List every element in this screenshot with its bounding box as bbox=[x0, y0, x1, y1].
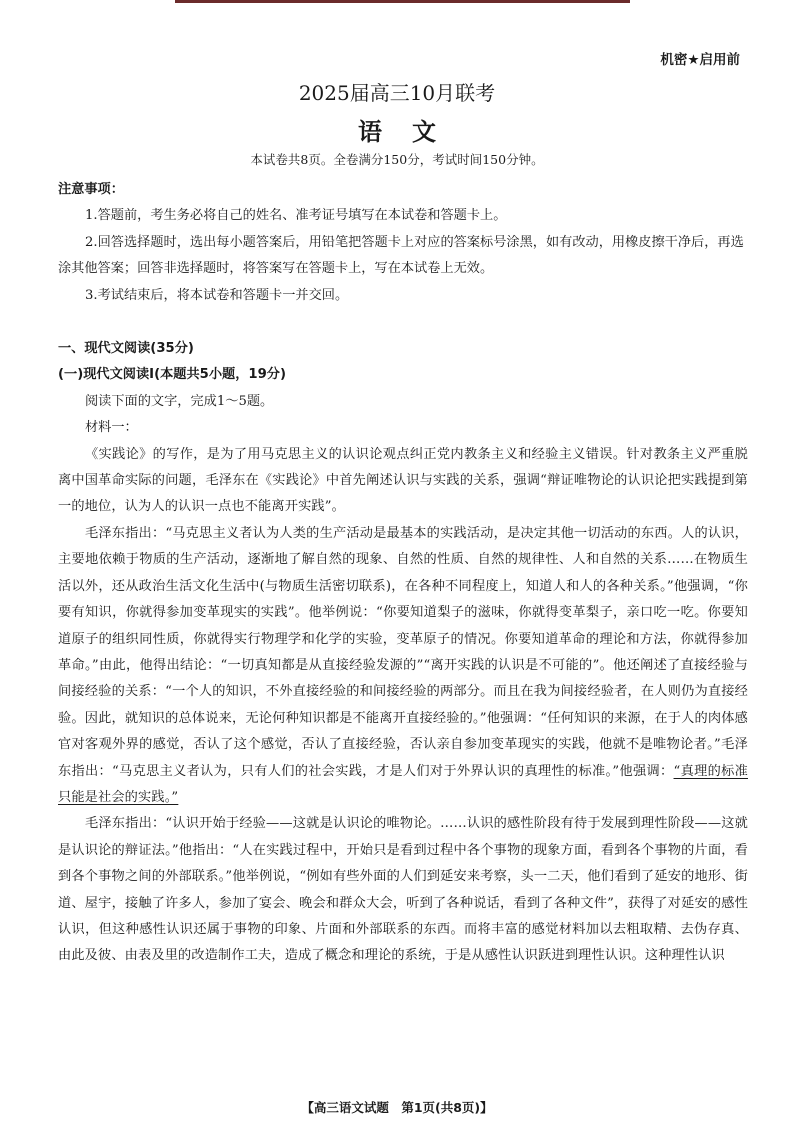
notice-item-2: 2.回答选择题时，选出每小题答案后，用铅笔把答题卡上对应的答案标号涂黑，如有改动，用橡皮擦干净后，再选涂其他答案；回答非选择题时，将答案写在答题卡上，写在本试卷上无效。 bbox=[58, 234, 744, 277]
section-title: 一、现代文阅读(35分) bbox=[58, 341, 194, 357]
paragraph-2-main: 毛泽东指出：“马克思主义者认为人类的生产活动是最基本的实践活动，是决定其他一切活动的东西。人的认识，主要地依赖于物质的生产活动，逐渐地了解自然的现象、自然的性质、自然的规律性、人和自然的关系……在物质生活以外，还从政治生活文化生活中(与物质生活密切联系)，在各种不同程度上，知道人和人的各种关系。”他强调，“你要有知识，你就得参加变革现实的实践”。他举例说：“你要知道梨子的滋味，你就得变革梨子，亲口吃一吃。你要知道原子的组织同性质，你就得实行物理学和化学的实验，变革原子的情况。你要知道革命的理论和方法，你就得参加革命。”由此，他得出结论：“一切真知都是从直接经验发源的”“离开实践的认识是不可能的”。他还阐述了直接经验与间接经验的关系：“一个人的知识，不外直接经验的和间接经验的两部分。而且在我为间接经验者，在人则仍为直接经验。因此，就知识的总体说来，无论何种知识都是不能离开直接经验的。”他强调：“任何知识的来源，在于人的肉体感官对客观外界的感觉，否认了这个感觉，否认了直接经验，否认亲自参加变革现实的实践，他就不是唯物论者。”毛泽东指出：“马克思主义者认为，只有人们的社会实践，才是人们对于外界认识的真理性的标准。”他强调： bbox=[58, 525, 748, 779]
paragraph-2 bbox=[58, 521, 748, 811]
exam-title: 2025届高三10月联考 bbox=[298, 81, 496, 105]
notice-title: 注意事项： bbox=[58, 182, 124, 197]
confidential-label: 机密★启用前 bbox=[660, 52, 740, 68]
section-gap bbox=[58, 309, 748, 336]
page-footer: 【高三语文试题 第1页(共8页)】 bbox=[301, 1100, 493, 1115]
paragraph-1: 《实践论》的写作，是为了用马克思主义的认识论观点纠正党内教条主义和经验主义错误。针对教条主义严重脱离中国革命实际的问题，毛泽东在《实践论》中首先阐述认识与实践的关系，强调“辩证唯物论的认识论把实践提到第一的地位，认为人的认识一点也不能离开实践”。 bbox=[58, 446, 748, 515]
material-label: 材料一： bbox=[85, 420, 138, 436]
paragraph-2-underlined: “真理的标准只能是社会的实践。” bbox=[58, 763, 748, 805]
notice-item-1: 1.答题前，考生务必将自己的姓名、准考证号填写在本试卷和答题卡上。 bbox=[85, 208, 507, 224]
subject-title: 语文 bbox=[358, 118, 466, 146]
instruction: 阅读下面的文字，完成1～5题。 bbox=[85, 393, 274, 409]
exam-info: 本试卷共8页。全卷满分150分，考试时间150分钟。 bbox=[250, 152, 544, 167]
notice-item-3: 3.考试结束后，将本试卷和答题卡一并交回。 bbox=[85, 287, 349, 303]
page-content bbox=[58, 177, 748, 970]
section-subtitle: (一)现代文阅读Ⅰ(本题共5小题，19分) bbox=[58, 367, 286, 383]
paragraph-3: 毛泽东指出：“认识开始于经验——这就是认识论的唯物论。……认识的感性阶段有待于发展到理性阶段——这就是认识论的辩证法。”他指出：“人在实践过程中，开始只是看到过程中各个事物的现象方面，看到各个事物的片面，看到各个事物之间的外部联系。”他举例说，“例如有些外面的人们到延安来考察，头一二天，他们看到了延安的地形、街道、屋宇，接触了许多人，参加了宴会、晚会和群众大会，听到了各种说话，看到了各种文件”，获得了对延安的感性认识，但这种感性认识还属于事物的印象、片面和外部联系的东西。而将丰富的感觉材料加以去粗取精、去伪存真、由此及彼、由表及里的改造制作工夫，造成了概念和理论的系统，于是从感性认识跃进到理性认识。这种理性认识 bbox=[58, 816, 748, 964]
top-edge-line bbox=[175, 0, 630, 3]
